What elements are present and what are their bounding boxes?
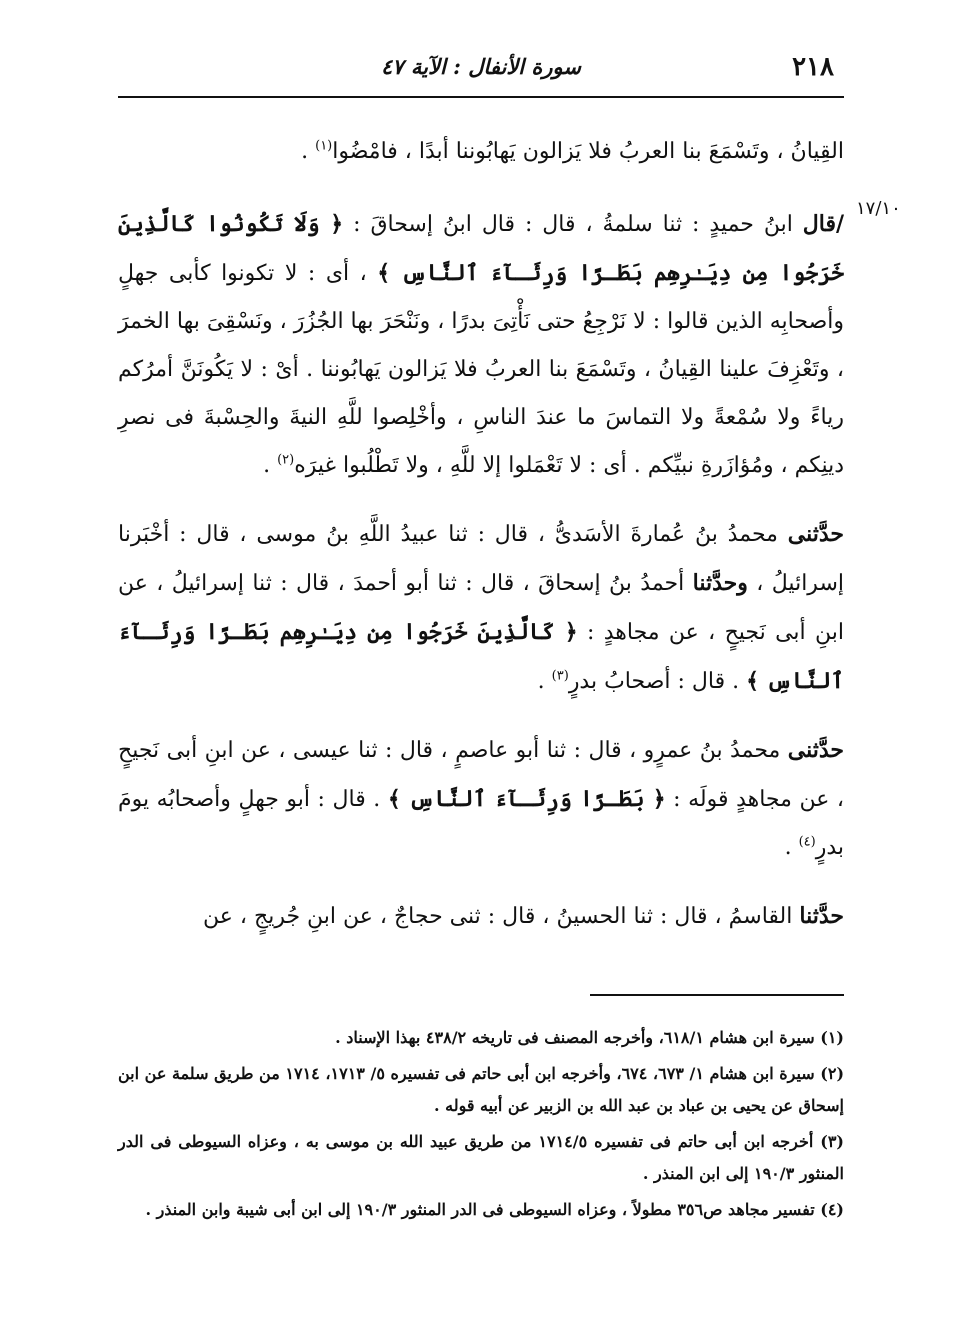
paragraph-text: . قال : أبو جهلٍ وأصحابُه يومَ بدرٍ xyxy=(118,787,844,860)
paragraph-text: محمدُ بنُ عمرٍو ، قال : ثنا أبو عاصمٍ ، قال : ثنا عيسى ، عن ابنِ أبى نَجيحٍ ، عن مجاهدٍ قولَه : xyxy=(118,738,844,812)
quran-quote: ﴿ بَطَـرًا وَرِئَـآءَ ٱلنَّاسِ ﴾ xyxy=(387,786,666,812)
footnote-ref-1: (١) xyxy=(315,138,333,154)
paragraph-5 xyxy=(118,892,844,941)
paragraph-text: ، أى : لا تكونوا كأبى جهلٍ وأصحابِه الذين قالوا : لا نَرْجِعُ حتى نَأْتِىَ بدرًا ، ونَنْحَرَ بها الجُزُرَ ، ونَسْقِىَ بها الخمرَ ، وتَعْزِفَ علينا القِيانُ ، وتَسْمَعَ بنا العربُ فلا يَزالون يَهابُوننا . أىْ : لا يَكُونَنَّ أمرُكم رياءً ولا سُمْعةً ولا التماسَ ما عندَ الناسِ ، وأخْلِصوا للَّهِ النيةَ والحِسْبةَ فى نصرِ دينِكم ، ومُؤازَرةِ نبيِّكم . أى : لا تَعْمَلوا إلا للَّهِ ، ولا تَطْلُبوا غيرَه xyxy=(118,261,844,478)
footnote-4: (٤) تفسير مجاهد ص٣٥٦ مطولاً ، وعزاه السيوطى فى الدر المنثور ١٩٠/٣ إلى ابن أبى شيبة وابن المنذر . xyxy=(145,1200,844,1219)
paragraph-text: ابنُ حميدٍ : ثنا سلمةُ ، قال : قال ابنُ إسحاقَ : xyxy=(343,212,803,237)
footnote-2: (٢) سيرة ابن هشام ١/ ٦٧٣، ٦٧٤، وأخرجه ابن أبى حاتم فى تفسيره ٥/ ١٧١٣، ١٧١٤ من طريق سلمة عن ابن إسحاق عن يحيى بن عباد بن عبد الله بن الزبير عن أبيه قوله . xyxy=(118,1064,845,1115)
page-number: ٢١٨ xyxy=(792,52,834,82)
paragraph-4 xyxy=(118,726,844,872)
paragraph-2 xyxy=(118,200,844,490)
paragraph-lead: وحدَّثنا xyxy=(692,570,748,596)
footnote-ref-4: (٤) xyxy=(798,834,816,850)
paragraph-tail: . xyxy=(537,669,552,694)
paragraph-tail: . xyxy=(263,453,278,478)
paragraph-tail: . xyxy=(301,139,316,164)
paragraph-tail: . xyxy=(784,835,799,860)
paragraph-text: أحمدُ بنُ إسحاقَ ، قال : ثنا أبو أحمدَ ، قال : ثنا إسرائيلُ ، عن ابنِ أبى نَجيحٍ ، عن مجاهدٍ : xyxy=(118,571,844,645)
paragraph-text: محمدُ بنُ عُمارةَ الأسَدىُّ ، قال : ثنا عبيدُ اللَّهِ بنُ موسى ، قال : أخْبَرنا إسرائيلُ ، xyxy=(118,522,844,596)
paragraph-3 xyxy=(118,510,844,706)
page-break-marker: / xyxy=(835,211,845,237)
footnote-rule xyxy=(590,994,844,996)
main-text xyxy=(118,128,844,961)
paragraph-lead: قال xyxy=(802,211,836,237)
surah-title: سورة الأنفال : الآية ٤٧ xyxy=(381,54,581,79)
footnote-1: (١) سيرة ابن هشام ٦١٨/١، وأخرجه المصنف فى تاريخه ٤٣٨/٢ بهذا الإسناد . xyxy=(335,1028,844,1047)
footnote-ref-3: (٣) xyxy=(551,668,569,684)
paragraph-text: . قال : أصحابُ بدرٍ xyxy=(568,669,747,694)
footnotes xyxy=(118,1022,844,1230)
header-rule xyxy=(118,96,844,98)
paragraph-1 xyxy=(118,128,844,176)
paragraph-lead: حدَّثنى xyxy=(787,737,844,763)
footnote-3: (٣) أخرجه ابن أبى حاتم فى تفسيره ١٧١٤/٥ من طريق عبيد الله بن موسى به ، وعزاه السيوطى فى الدر المنثور ١٩٠/٣ إلى ابن المنذر . xyxy=(118,1132,844,1183)
paragraph-lead: حدَّثنى xyxy=(787,521,844,547)
paragraph-lead: حدَّثنا xyxy=(799,903,844,929)
quran-quote: ﴿ وَلَا تَكُونُوا كَالَّذِينَ خَرَجُوا مِن دِيَـٰرِهِم بَطَـرًا وَرِئَـآءَ ٱلنَّاسِ ﴾ xyxy=(118,211,844,286)
paragraph-text: القاسمُ ، قال : ثنا الحسينُ ، قال : ثنى حجاجٌ ، عن ابنِ جُريجٍ ، عن xyxy=(203,904,800,929)
page-header xyxy=(118,46,844,86)
paragraph-text: القِيانُ ، وتَسْمَعَ بنا العربُ فلا يَزالون يَهابُوننا أبدًا ، فامْضُوا xyxy=(332,139,844,164)
margin-reference: ١٧/١٠ xyxy=(856,198,901,219)
quran-quote: ﴿ كَالَّذِينَ خَرَجُوا مِن دِيَـٰرِهِم بَطَـرًا وَرِئَـآءَ ٱلنَّاسِ ﴾ xyxy=(118,619,844,694)
footnote-ref-2: (٢) xyxy=(277,452,295,468)
